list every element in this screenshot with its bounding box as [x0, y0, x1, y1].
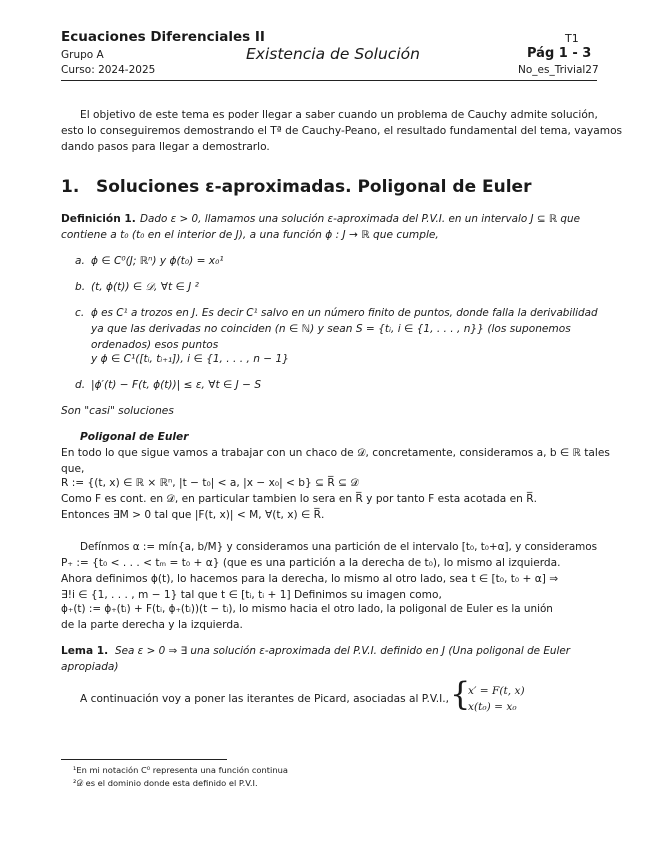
item-c-text: ya que las derivadas no coinciden (n ∈ ℕ) y sean S = {tᵢ, i ∈ {1, . . . , n}} (los suponemos: [91, 323, 571, 335]
euler-paragraph-line: de la parte derecha y la izquierda.: [61, 619, 243, 631]
header-rule: [61, 80, 597, 81]
item-d-text: |ϕ′(t) − F(t, ϕ(t))| ≤ ε, ∀t ∈ J − S: [91, 379, 262, 391]
euler-line: Entonces ∃M > 0 tal que |F(t, x)| < M, ∀(t, x) ∈ R̅.: [61, 509, 325, 521]
definition-label: Definición 1.: [61, 213, 136, 225]
euler-line: que,: [61, 463, 85, 475]
footnote: ²𝒟 es el dominio donde esta definido el P.V.I.: [73, 778, 258, 788]
system-brace: {: [450, 675, 471, 713]
euler-paragraph-line: ∃!i ∈ {1, . . . , m − 1} tal que t ∈ [tᵢ, tᵢ + 1] Definimos su imagen como,: [61, 589, 442, 601]
item-marker: d.: [75, 379, 86, 391]
definition-closing: Son "casi" soluciones: [61, 405, 174, 417]
intro-line: dando pasos para llegar a demostrarlo.: [61, 141, 270, 153]
lemma-line: apropiada): [61, 661, 119, 673]
lemma-label: Lema 1.: [61, 645, 109, 657]
group-label: Grupo A: [61, 49, 104, 61]
section-number: 1.: [61, 177, 80, 197]
euler-paragraph-line: P₊ := {t₀ < . . . < tₘ = t₀ + α} (que es una partición a la derecha de t₀), lo mismo al izquierda.: [61, 557, 561, 569]
author-tag: No_es_Trivial27: [518, 64, 599, 76]
euler-line: En todo lo que sigue vamos a trabajar con un chaco de 𝒟, concretamente, consideramos a, b ∈ ℝ tales: [61, 447, 610, 459]
picard-equation: x′ = F(t, x): [468, 685, 525, 697]
intro-line: El objetivo de este tema es poder llegar a saber cuando un problema de Cauchy admite solución,: [80, 109, 598, 121]
section-title: Soluciones ε-aproximadas. Poligonal de Euler: [96, 177, 532, 197]
picard-equation: x(t₀) = x₀: [468, 701, 517, 713]
item-c-text: y ϕ ∈ C¹([tᵢ, tᵢ₊₁]), i ∈ {1, . . . , n − 1}: [91, 353, 290, 365]
item-b-text: (t, ϕ(t)) ∈ 𝒟, ∀t ∈ J ²: [91, 281, 199, 293]
topic-title: Existencia de Solución: [246, 45, 420, 63]
euler-paragraph-line: Defínmos α := mín{a, b/M} y consideramos una partición de el intervalo [t₀, t₀+α], y consideramos: [80, 541, 598, 553]
course-title: Ecuaciones Diferenciales II: [61, 29, 265, 45]
definition-line: contiene a t₀ (t₀ en el interior de J), a una función ϕ : J → ℝ que cumple,: [61, 229, 439, 241]
item-marker: b.: [75, 281, 86, 293]
euler-paragraph-line: Ahora definimos ϕ(t), lo hacemos para la derecha, lo mismo al otro lado, sea t ∈ [t₀, t₀ + α] ⇒: [61, 573, 559, 585]
euler-line: R := {(t, x) ∈ ℝ × ℝⁿ, |t − t₀| < a, |x − x₀| < b} ⊆ R̅ ⊆ 𝒟: [61, 477, 359, 489]
item-a-text: ϕ ∈ C⁰(J; ℝⁿ) y ϕ(t₀) = x₀¹: [91, 255, 224, 267]
page-number: Pág 1 - 3: [527, 46, 592, 61]
item-marker: a.: [75, 255, 85, 267]
definition-line: Dado ε > 0, llamamos una solución ε-aproximada del P.V.I. en un intervalo J ⊆ ℝ que: [140, 213, 580, 225]
item-marker: c.: [75, 307, 85, 319]
topic-code: T1: [565, 32, 579, 45]
euler-line: Como F es cont. en 𝒟, en particular tambien lo sera en R̅ y por tanto F esta acotada en R̅.: [61, 493, 537, 505]
course-year: Curso: 2024-2025: [61, 64, 156, 76]
footnote-rule: [61, 759, 227, 760]
intro-line: esto lo conseguiremos demostrando el Tª de Cauchy-Peano, el resultado fundamental del tema, vayamos: [61, 125, 623, 137]
picard-text: A continuación voy a poner las iterantes de Picard, asociadas al P.V.I.,: [80, 693, 449, 705]
item-c-text: ϕ es C¹ a trozos en J. Es decir C¹ salvo en un número finito de puntos, donde falla la derivabilidad: [91, 307, 598, 319]
euler-paragraph-line: ϕ₊(t) := ϕ₊(tᵢ) + F(tᵢ, ϕ₊(tᵢ))(t − tᵢ), lo mismo hacia el otro lado, la poligonal de Euler es la unión: [61, 603, 553, 615]
euler-title: Poligonal de Euler: [80, 431, 189, 443]
item-c-text: ordenados) esos puntos: [91, 339, 219, 351]
footnote: ¹En mi notación C⁰ representa una función continua: [73, 765, 288, 775]
lemma-line: Sea ε > 0 ⇒ ∃ una solución ε-aproximada del P.V.I. definido en J (Una poligonal de Euler: [115, 645, 571, 657]
